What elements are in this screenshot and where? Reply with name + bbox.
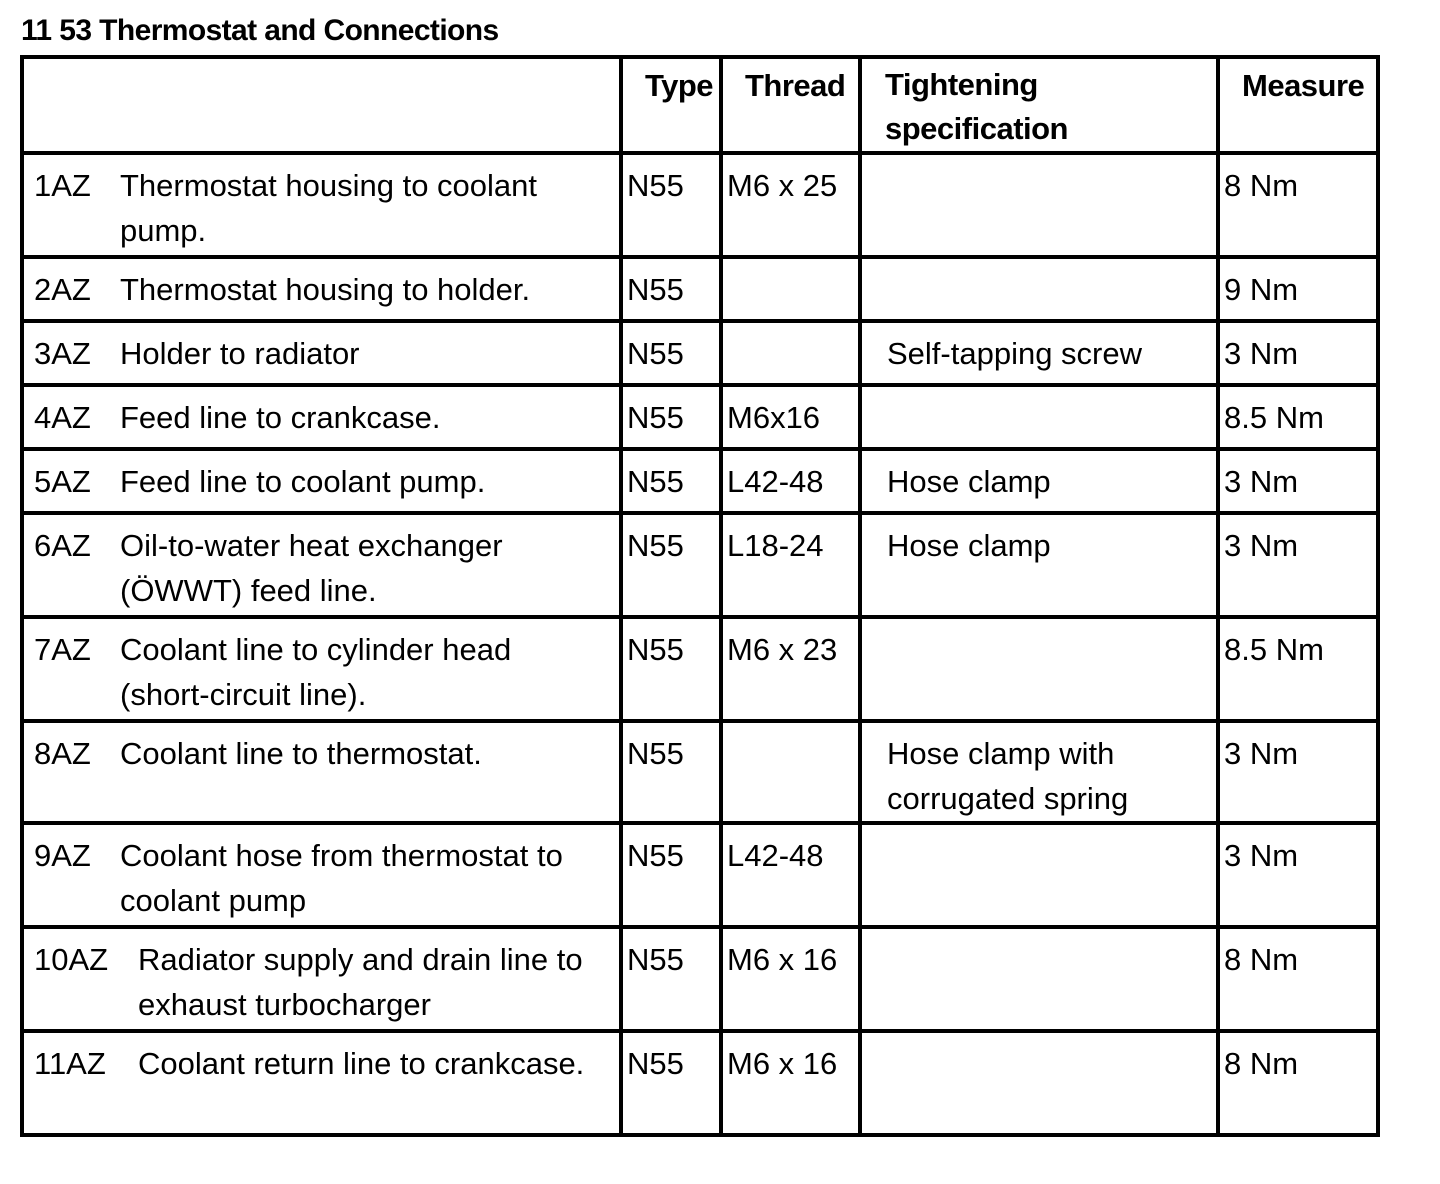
header-tightening-line2: specification	[885, 111, 1068, 146]
tightening-cell-text	[862, 619, 1216, 627]
description-cell	[22, 721, 621, 823]
type-cell-text: N55	[627, 942, 684, 977]
item-code: 1AZ	[34, 168, 91, 203]
header-measure: Measure	[1218, 57, 1378, 153]
thread-cell	[721, 449, 860, 513]
item-description: Coolant return line to crankcase.	[138, 1046, 585, 1081]
tightening-cell-text	[862, 929, 1216, 937]
measure-cell-text: 9 Nm	[1224, 272, 1299, 307]
measure-cell	[1218, 153, 1378, 257]
item-description: Feed line to crankcase.	[120, 400, 441, 435]
torque-spec-table	[20, 55, 1380, 1137]
tightening-cell	[860, 321, 1218, 385]
tightening-cell	[860, 721, 1218, 823]
tightening-cell-text: Hose clamp with corrugated spring	[887, 736, 1129, 816]
item-code: 5AZ	[34, 464, 91, 499]
item-description: Feed line to coolant pump.	[120, 464, 486, 499]
table-body	[22, 153, 1378, 1135]
measure-cell	[1218, 823, 1378, 927]
measure-cell-text: 3 Nm	[1224, 838, 1299, 873]
measure-cell	[1218, 513, 1378, 617]
tightening-cell-text: Hose clamp	[887, 464, 1051, 499]
description-cell	[22, 321, 621, 385]
type-cell	[621, 153, 721, 257]
item-description: Holder to radiator	[120, 336, 360, 371]
item-description: Coolant line to cylinder head (short-circuit line).	[120, 632, 512, 712]
thread-cell-text: M6 x 25	[727, 168, 838, 203]
thread-cell-text: L18-24	[727, 528, 824, 563]
measure-cell-text: 8 Nm	[1224, 942, 1299, 977]
type-cell	[621, 721, 721, 823]
header-description	[22, 57, 621, 153]
description-cell	[22, 617, 621, 721]
measure-cell-text: 8.5 Nm	[1224, 400, 1324, 435]
type-cell-text: N55	[627, 632, 684, 667]
item-code: 10AZ	[34, 942, 109, 977]
measure-cell	[1218, 321, 1378, 385]
type-cell	[621, 449, 721, 513]
description-cell	[22, 449, 621, 513]
table-row	[22, 449, 1378, 513]
measure-cell	[1218, 449, 1378, 513]
thread-cell	[721, 257, 860, 321]
item-code: 11AZ	[34, 1046, 106, 1081]
thread-cell-text: L42-48	[727, 838, 824, 873]
type-cell-text: N55	[627, 528, 684, 563]
thread-cell-text: M6 x 16	[727, 1046, 838, 1081]
measure-cell	[1218, 385, 1378, 449]
type-cell-text: N55	[627, 464, 684, 499]
measure-cell	[1218, 617, 1378, 721]
thread-cell-text	[723, 323, 858, 331]
measure-cell-text: 3 Nm	[1224, 336, 1299, 371]
type-cell	[621, 823, 721, 927]
type-cell	[621, 513, 721, 617]
type-cell-text: N55	[627, 838, 684, 873]
measure-cell-text: 8 Nm	[1224, 1046, 1299, 1081]
tightening-cell-text	[862, 825, 1216, 833]
table-row	[22, 617, 1378, 721]
table-row	[22, 257, 1378, 321]
header-tightening	[860, 57, 1218, 153]
item-description: Thermostat housing to holder.	[120, 272, 531, 307]
header-thread: Thread	[721, 57, 860, 153]
description-cell	[22, 927, 621, 1031]
table-row	[22, 153, 1378, 257]
item-code: 9AZ	[34, 838, 91, 873]
tightening-cell	[860, 257, 1218, 321]
thread-cell	[721, 927, 860, 1031]
measure-cell	[1218, 1031, 1378, 1135]
thread-cell-text	[723, 259, 858, 267]
tightening-cell	[860, 153, 1218, 257]
tightening-cell	[860, 449, 1218, 513]
table-row	[22, 927, 1378, 1031]
thread-cell-text: L42-48	[727, 464, 824, 499]
page-title: 11 53 Thermostat and Connections	[21, 14, 499, 47]
measure-cell	[1218, 927, 1378, 1031]
item-code: 8AZ	[34, 736, 91, 771]
thread-cell-text: M6x16	[727, 400, 821, 435]
thread-cell	[721, 823, 860, 927]
measure-cell-text: 3 Nm	[1224, 464, 1299, 499]
item-description: Thermostat housing to coolant pump.	[120, 168, 538, 248]
type-cell	[621, 321, 721, 385]
type-cell-text: N55	[627, 1046, 684, 1081]
tightening-cell-text	[862, 387, 1216, 395]
tightening-cell-text	[862, 1033, 1216, 1041]
thread-cell-text: M6 x 23	[727, 632, 838, 667]
tightening-cell	[860, 513, 1218, 617]
thread-cell	[721, 1031, 860, 1135]
item-description: Radiator supply and drain line to exhaust turbocharger	[138, 942, 583, 1022]
table-row	[22, 385, 1378, 449]
thread-cell	[721, 385, 860, 449]
description-cell	[22, 385, 621, 449]
thread-cell-text: M6 x 16	[727, 942, 838, 977]
item-code: 2AZ	[34, 272, 91, 307]
table-row	[22, 823, 1378, 927]
description-cell	[22, 823, 621, 927]
header-tightening-line1: Tightening	[885, 67, 1038, 102]
type-cell	[621, 927, 721, 1031]
description-cell	[22, 153, 621, 257]
item-code: 6AZ	[34, 528, 91, 563]
thread-cell-text	[723, 723, 858, 731]
measure-cell-text: 3 Nm	[1224, 736, 1299, 771]
thread-cell	[721, 617, 860, 721]
type-cell-text: N55	[627, 736, 684, 771]
item-description: Coolant line to thermostat.	[120, 736, 482, 771]
tightening-cell	[860, 1031, 1218, 1135]
type-cell-text: N55	[627, 400, 684, 435]
measure-cell	[1218, 721, 1378, 823]
thread-cell	[721, 513, 860, 617]
thread-cell	[721, 721, 860, 823]
tightening-cell	[860, 823, 1218, 927]
type-cell	[621, 257, 721, 321]
header-type: Type	[621, 57, 721, 153]
item-code: 4AZ	[34, 400, 91, 435]
item-code: 3AZ	[34, 336, 91, 371]
thread-cell	[721, 153, 860, 257]
measure-cell-text: 3 Nm	[1224, 528, 1299, 563]
description-cell	[22, 513, 621, 617]
measure-cell	[1218, 257, 1378, 321]
item-description: Coolant hose from thermostat to coolant pump	[120, 838, 563, 918]
tightening-cell-text	[862, 259, 1216, 267]
table-header-row	[22, 57, 1378, 153]
table-row	[22, 321, 1378, 385]
type-cell-text: N55	[627, 336, 684, 371]
table-row	[22, 721, 1378, 823]
measure-cell-text: 8 Nm	[1224, 168, 1299, 203]
tightening-cell	[860, 927, 1218, 1031]
type-cell	[621, 617, 721, 721]
type-cell-text: N55	[627, 168, 684, 203]
description-cell	[22, 257, 621, 321]
table-row	[22, 1031, 1378, 1135]
tightening-cell	[860, 617, 1218, 721]
tightening-cell-text	[862, 155, 1216, 163]
measure-cell-text: 8.5 Nm	[1224, 632, 1324, 667]
thread-cell	[721, 321, 860, 385]
item-description: Oil-to-water heat exchanger (ÖWWT) feed line.	[120, 528, 503, 608]
tightening-cell	[860, 385, 1218, 449]
tightening-cell-text: Hose clamp	[887, 528, 1051, 563]
type-cell	[621, 385, 721, 449]
table-row	[22, 513, 1378, 617]
tightening-cell-text: Self-tapping screw	[887, 336, 1143, 371]
type-cell-text: N55	[627, 272, 684, 307]
type-cell	[621, 1031, 721, 1135]
description-cell	[22, 1031, 621, 1135]
item-code: 7AZ	[34, 632, 91, 667]
